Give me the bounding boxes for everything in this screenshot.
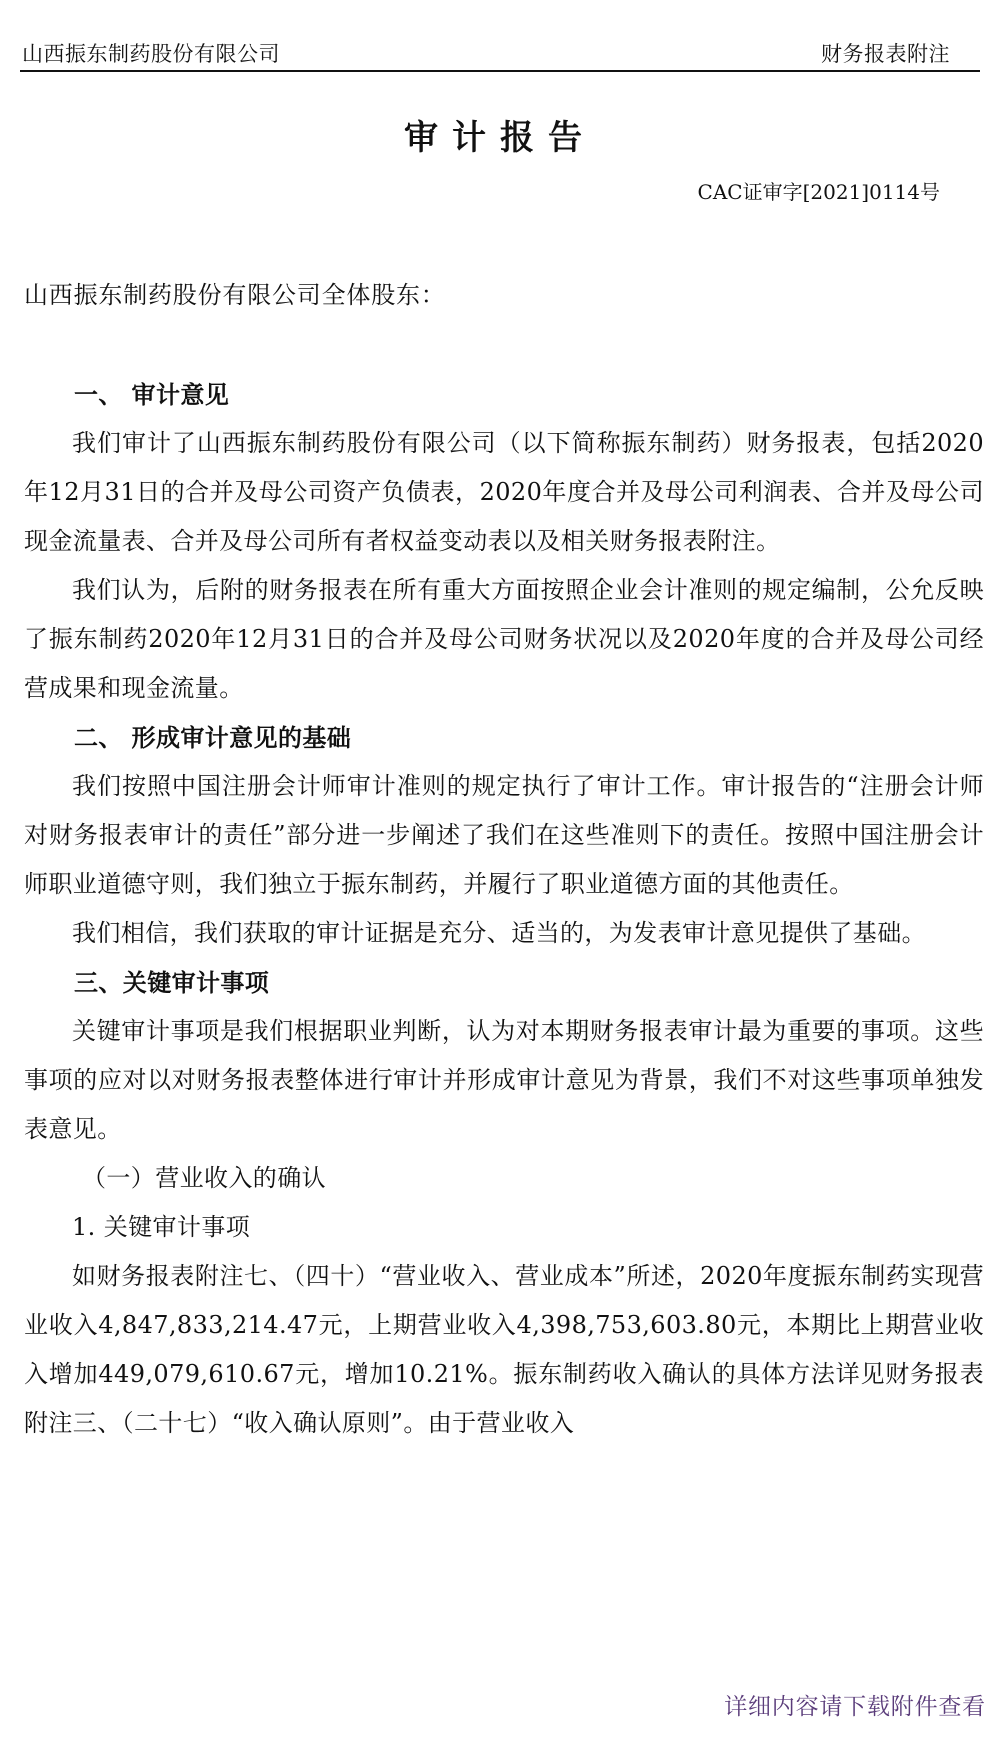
section-heading-opinion: 一、 审计意见: [74, 380, 230, 409]
opinion-paragraph-2: 我们认为，后附的财务报表在所有重大方面按照企业会计准则的规定编制，公允反映了振东制药2020年12月31日的合并及母公司财务状况以及2020年度的合并及母公司经营成果和现金流量。: [24, 576, 984, 702]
report-doc-number: CAC证审字[2021]0114号: [697, 180, 940, 204]
basis-paragraph-2: 我们相信，我们获取的审计证据是充分、适当的，为发表审计意见提供了基础。: [72, 919, 926, 947]
download-attachment-note[interactable]: 详细内容请下载附件查看: [724, 1694, 986, 1720]
report-title: 审计报告: [404, 118, 596, 158]
key-matters-paragraph-1: 关键审计事项是我们根据职业判断，认为对本期财务报表审计最为重要的事项。这些事项的应对以对财务报表整体进行审计并形成审计意见为背景，我们不对这些事项单独发表意见。: [24, 1017, 984, 1143]
section-heading-key-matters: 三、关键审计事项: [74, 968, 270, 997]
report-body: [24, 370, 984, 1448]
page-header: [20, 32, 980, 72]
section-heading-basis: 二、 形成审计意见的基础: [74, 723, 352, 752]
report-addressee: 山西振东制药股份有限公司全体股东：: [24, 281, 446, 309]
key-matters-paragraph-2: 如财务报表附注七、（四十）“营业收入、营业成本”所述，2020年度振东制药实现营业收入4,847,833,214.47元，上期营业收入4,398,753,603.80元，本期比上期营业收入增加449,079,610.67元，增加10.21%。振东制药收入确认的具体方法详见财务报表附注三、（二十七）“收入确认原则”。由于营业收入: [24, 1262, 984, 1437]
header-section: 财务报表附注: [821, 42, 950, 66]
basis-paragraph-1: 我们按照中国注册会计师审计准则的规定执行了审计工作。审计报告的“注册会计师对财务报表审计的责任”部分进一步阐述了我们在这些准则下的责任。按照中国注册会计师职业道德守则，我们独立于振东制药，并履行了职业道德方面的其他责任。: [24, 772, 984, 898]
key-matters-subheading-item: 1. 关键审计事项: [72, 1213, 251, 1241]
opinion-paragraph-1: 我们审计了山西振东制药股份有限公司（以下简称振东制药）财务报表，包括2020年12月31日的合并及母公司资产负债表，2020年度合并及母公司利润表、合并及母公司现金流量表、合并及母公司所有者权益变动表以及相关财务报表附注。: [24, 429, 984, 555]
header-company: 山西振东制药股份有限公司: [22, 42, 280, 66]
key-matters-subheading-revenue: （一）营业收入的确认: [82, 1164, 326, 1192]
